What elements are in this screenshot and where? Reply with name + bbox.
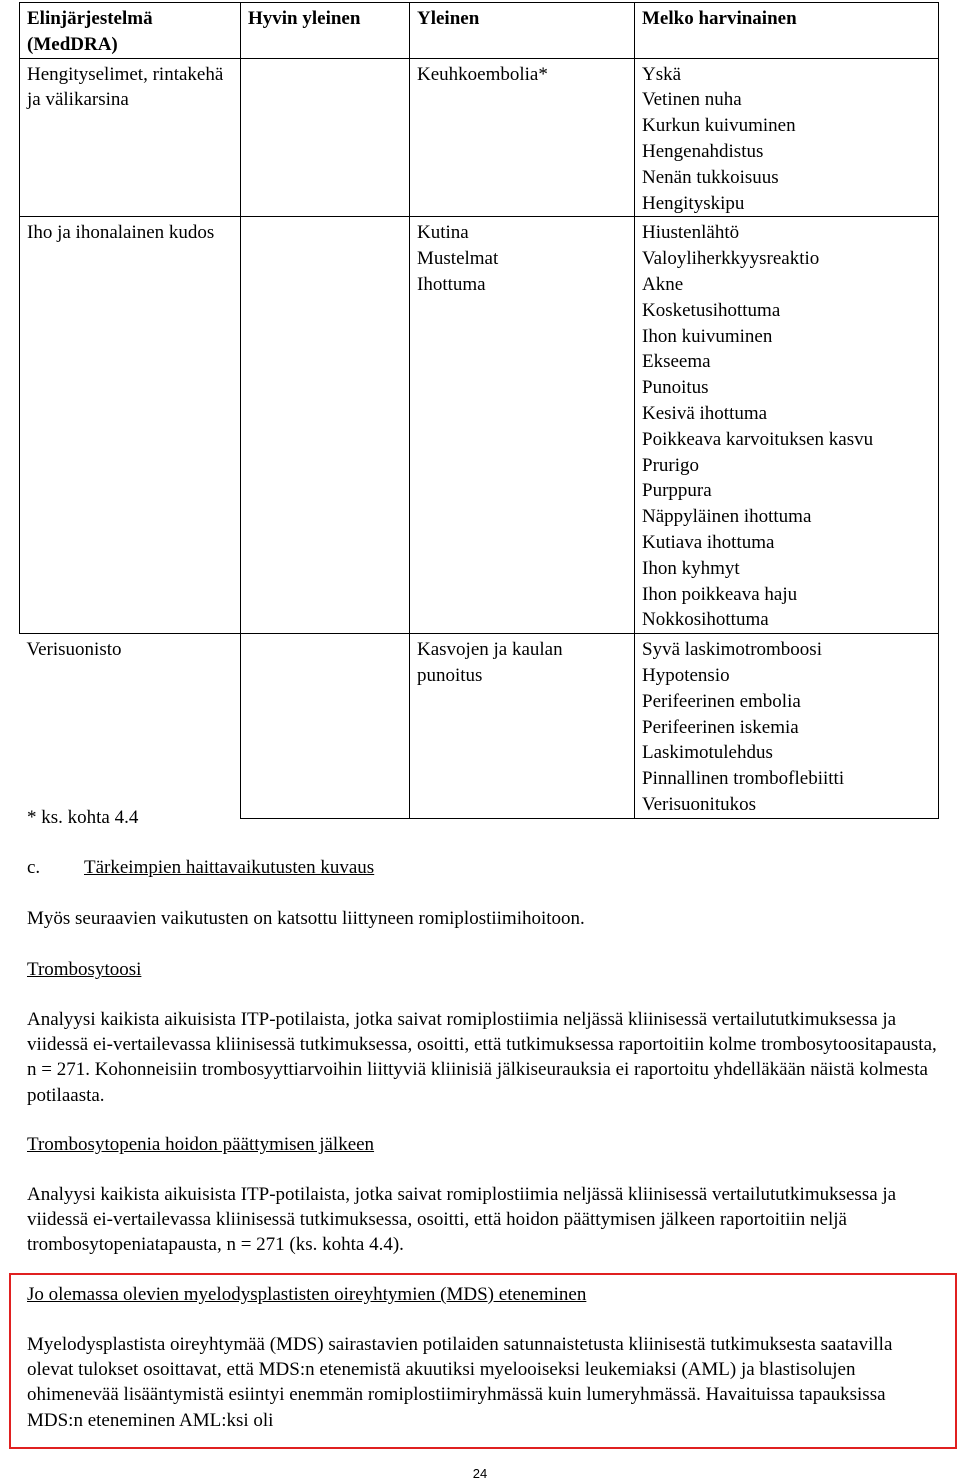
- list-item: Perifeerinen embolia: [642, 690, 801, 712]
- common-cell: [410, 634, 635, 819]
- section-title: Tärkeimpien haittavaikutusten kuvaus: [84, 857, 375, 878]
- adverse-reactions-table: [19, 2, 939, 819]
- uncommon-cell: [635, 217, 939, 634]
- thrombocytopenia-paragraph: Analyysi kaikista aikuisista ITP-potilaista, jotka saivat romiplostiimia neljässä kliinisessä vertailututkimuksessa ja viidessä ei-vertailevassa kliinisessä tutkimuksessa, osoitti, että hoidon päättymisen jälkeen raportoitiin neljä trombosytopeniatapausta, n = 271 (ks. kohta 4.4).: [27, 1184, 897, 1256]
- list-item: Hengityskipu: [642, 192, 745, 214]
- section-number: c.: [27, 857, 41, 878]
- header-organ-class: Elinjärjestelmä (MedDRA): [20, 3, 241, 59]
- list-item: Keuhkoembolia*: [417, 63, 548, 85]
- list-item: Ekseema: [642, 351, 711, 373]
- list-item: Ihon poikkeava haju: [642, 583, 798, 605]
- section-intro: Myös seuraavien vaikutusten on katsottu liittyneen romiplostiimihoitoon.: [27, 908, 585, 929]
- table-row-respiratory: [20, 58, 939, 217]
- organ-class-cell: Hengityselimet, rintakehä ja välikarsina: [20, 58, 241, 217]
- list-item: Ihottuma: [417, 273, 486, 295]
- very-common-cell: [241, 217, 410, 634]
- list-item: Pinnallinen tromboflebiitti: [642, 768, 845, 790]
- common-cell: [410, 217, 635, 634]
- list-item: Nenän tukkoisuus: [642, 166, 779, 188]
- list-item: Laskimotulehdus: [642, 742, 773, 764]
- table-row-vascular: [20, 634, 939, 819]
- common-cell: [410, 58, 635, 217]
- thrombocytosis-heading: Trombosytoosi: [27, 959, 142, 980]
- uncommon-cell: [635, 634, 939, 819]
- list-item: Vetinen nuha: [642, 89, 742, 111]
- list-item: Kesivä ihottuma: [642, 402, 768, 424]
- table-row-skin: [20, 217, 939, 634]
- list-item: Kutiava ihottuma: [642, 531, 775, 553]
- list-item: Prurigo: [642, 454, 699, 476]
- list-item: Mustelmat: [417, 248, 499, 270]
- table-footnote: * ks. kohta 4.4: [27, 807, 139, 828]
- list-item: Valoyliherkkyysreaktio: [642, 248, 820, 270]
- table-header-row: [20, 3, 939, 59]
- list-item: Poikkeava karvoituksen kasvu: [642, 428, 874, 450]
- thrombocytosis-paragraph: Analyysi kaikista aikuisista ITP-potilaista, jotka saivat romiplostiimia neljässä kliinisessä vertailututkimuksessa ja viidessä ei-vertailevassa kliinisessä tutkimuksessa, osoitti, että tutkimuksessa raportoitiin kolme trombosytoositapausta, n = 271. Kohonneisiin trombosyyttiarvoihin liittyviä kliinisiä jälkiseurauksia ei raportoitu yhdelläkään näistä kolmesta potilaasta.: [27, 1009, 937, 1106]
- list-item: Näppyläinen ihottuma: [642, 506, 812, 528]
- list-item: Syvä laskimotromboosi: [642, 639, 822, 661]
- page-number: 24: [472, 1466, 488, 1481]
- organ-class-cell: Iho ja ihonalainen kudos: [20, 217, 241, 634]
- list-item: Hypotensio: [642, 664, 730, 686]
- list-item: Purppura: [642, 480, 712, 502]
- header-uncommon: Melko harvinainen: [635, 3, 939, 59]
- list-item: Punoitus: [642, 377, 709, 399]
- list-item: Yskä: [642, 63, 682, 85]
- list-item: Kurkun kuivuminen: [642, 115, 796, 137]
- mds-heading: Jo olemassa olevien myelodysplastisten oireyhtymien (MDS) eteneminen: [27, 1284, 587, 1305]
- mds-paragraph: Myelodysplastista oireyhtymää (MDS) sairastavien potilaiden satunnaistetusta kliinisestä tutkimuksesta saatavilla olevat tulokset osoittavat, että MDS:n etenemistä akuutiksi myelooiseksi leukemiaksi (AML) ja blastisolujen ohimenevää lisääntymistä esiintyi enemmän romiplostiimiryhmässä kuin lumeryhmässä. Havaituissa tapauksissa MDS:n eteneminen AML:ksi oli: [27, 1334, 893, 1431]
- list-item: Kutina: [417, 222, 469, 244]
- list-item: Nokkosihottuma: [642, 609, 769, 631]
- list-item: Ihon kuivuminen: [642, 325, 773, 347]
- list-item: Kasvojen ja kaulan punoitus: [417, 639, 563, 686]
- thrombocytopenia-heading: Trombosytopenia hoidon päättymisen jälkeen: [27, 1134, 375, 1155]
- list-item: Akne: [642, 273, 684, 295]
- list-item: Kosketusihottuma: [642, 299, 781, 321]
- header-very-common: Hyvin yleinen: [241, 3, 410, 59]
- list-item: Hengenahdistus: [642, 140, 764, 162]
- uncommon-cell: [635, 58, 939, 217]
- very-common-cell: [241, 58, 410, 217]
- organ-class-cell: Verisuonisto: [26, 639, 122, 661]
- section-heading: [27, 856, 374, 880]
- list-item: Perifeerinen iskemia: [642, 716, 799, 738]
- list-item: Ihon kyhmyt: [642, 557, 740, 579]
- list-item: Hiustenlähtö: [642, 222, 740, 244]
- list-item: Verisuonitukos: [642, 793, 756, 815]
- very-common-cell: [241, 634, 410, 819]
- header-common: Yleinen: [410, 3, 635, 59]
